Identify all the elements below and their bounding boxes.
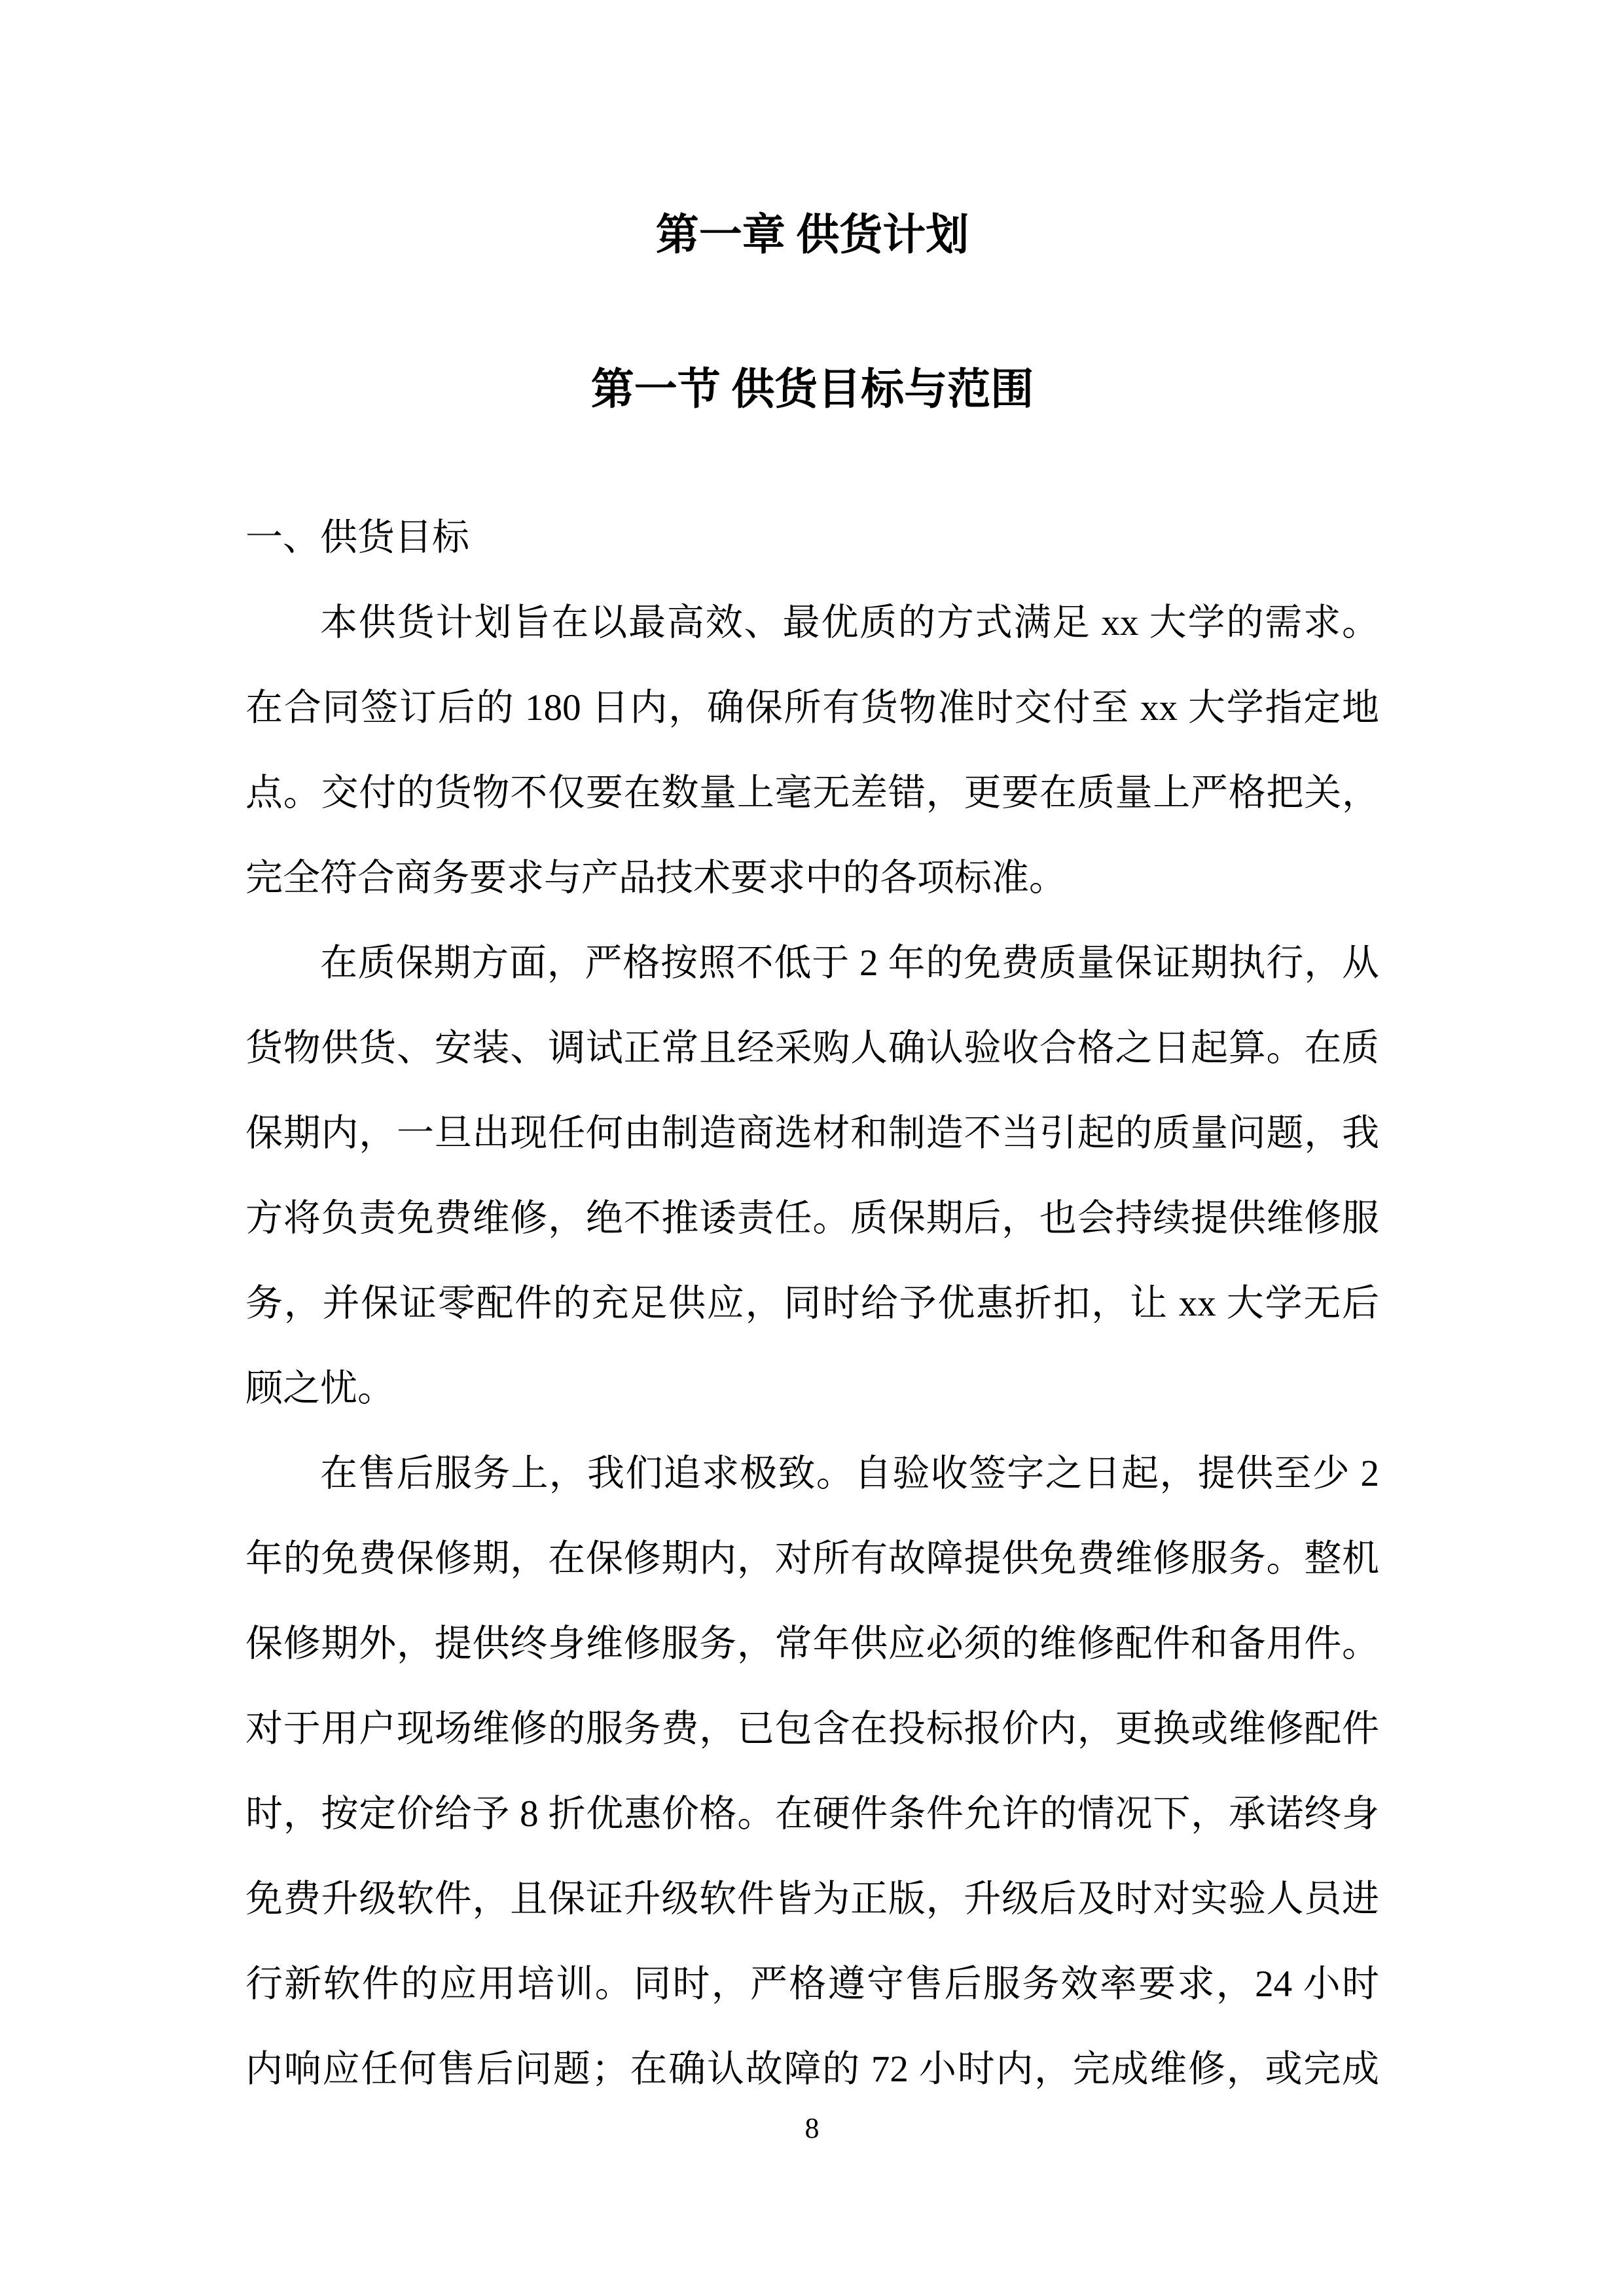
body-line: 对于用户现场维修的服务费，已包含在投标报价内，更换或维修配件	[245, 1708, 1379, 1749]
body-text	[245, 581, 1379, 2112]
body-line: 方将负责免费维修，绝不推诿责任。质保期后，也会持续提供维修服	[245, 1198, 1379, 1239]
body-line: 保期内，一旦出现任何由制造商选材和制造不当引起的质量问题，我	[245, 1113, 1379, 1154]
page-number: 8	[804, 2112, 820, 2144]
section-title: 第一节 供货目标与范围	[590, 366, 1034, 414]
page-content	[245, 193, 1379, 2112]
body-line: 货物供货、安装、调试正常且经采购人确认验收合格之日起算。在质	[245, 1028, 1379, 1069]
chapter-title: 第一章 供货计划	[655, 211, 969, 259]
body-line: 年的免费保修期，在保修期内，对所有故障提供免费维修服务。整机	[245, 1538, 1379, 1579]
body-line: 点。交付的货物不仅要在数量上毫无差错，更要在质量上严格把关，	[245, 772, 1379, 814]
body-line: 本供货计划旨在以最高效、最优质的方式满足 xx 大学的需求。	[320, 602, 1379, 643]
body-line: 保修期外，提供终身维修服务，常年供应必须的维修配件和备用件。	[245, 1623, 1379, 1664]
body-line: 免费升级软件，且保证升级软件皆为正版，升级后及时对实验人员进	[245, 1878, 1379, 1920]
body-line: 在合同签订后的 180 日内，确保所有货物准时交付至 xx 大学指定地	[245, 687, 1379, 728]
body-line: 时，按定价给予 8 折优惠价格。在硬件条件允许的情况下，承诺终身	[245, 1793, 1379, 1835]
body-line: 内响应任何售后问题；在确认故障的 72 小时内，完成维修，或完成	[245, 2049, 1379, 2090]
body-line: 行新软件的应用培训。同时，严格遵守售后服务效率要求，24 小时	[245, 1964, 1379, 2005]
body-line: 顾之忧。	[245, 1368, 395, 1409]
section-heading: 一、供货目标	[245, 517, 469, 558]
body-line: 完全符合商务要求与产品技术要求中的各项标准。	[245, 857, 1066, 899]
body-line: 务，并保证零配件的充足供应，同时给予优惠折扣，让 xx 大学无后	[245, 1283, 1379, 1324]
body-line: 在售后服务上，我们追求极致。自验收签字之日起，提供至少 2	[320, 1453, 1379, 1494]
body-line: 在质保期方面，严格按照不低于 2 年的免费质量保证期执行，从	[320, 942, 1379, 984]
